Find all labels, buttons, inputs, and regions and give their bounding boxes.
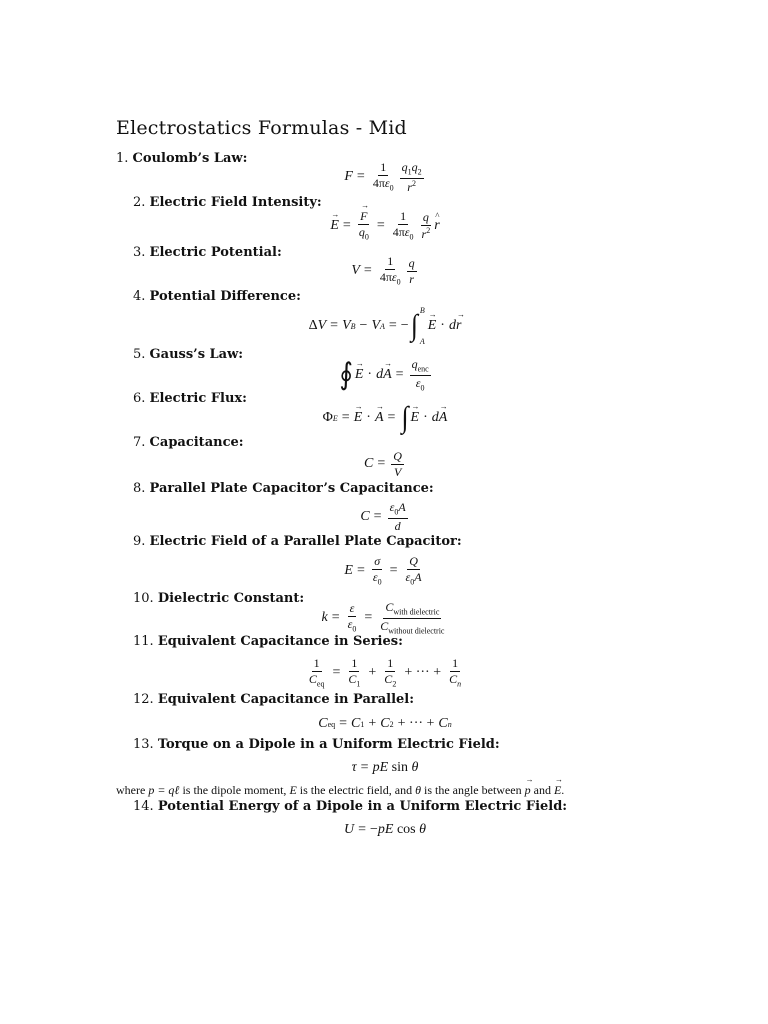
formula-heading-8 (133, 481, 434, 496)
formula-number: 11. (133, 634, 154, 649)
formula-heading-11 (133, 634, 403, 649)
formula-name: Potential Energy of a Dipole in a Uniform Electric Field: (157, 799, 568, 814)
field-intensity-equation: E → = $\frac{F \to}{q_0}$ = $\frac{1}{4\pi\varepsilon_0}$ $\frac{q}{r^2}$ r ^ (185, 209, 585, 243)
formula-name: Capacitance: (149, 435, 244, 450)
capacitance-equation: C = $\frac{Q}{V}$ (364, 448, 402, 479)
formula-name: Electric Potential: (149, 245, 282, 260)
coulomb-equation: F = $\frac{1}{4\pi\varepsilon_0}$ $\frac{q_1q_2}{r^2}$ (344, 159, 422, 194)
note-symbol: E → (554, 783, 561, 798)
formula-name: Electric Field Intensity: (149, 195, 322, 210)
formula-heading-12 (133, 692, 414, 707)
formula-name: Torque on a Dipole in a Uniform Electric Field: (157, 737, 500, 752)
note-period: . (561, 783, 565, 797)
note-symbol: θ (415, 783, 421, 797)
formula-name: Gauss’s Law: (149, 347, 244, 362)
parallel-plate-field-equation: E = $\frac{\sigma}{\varepsilon_0}$ = $\frac{Q}{\varepsilon_0A}$ (344, 554, 422, 587)
formula-number: 7. (133, 435, 146, 450)
formula-name: Electric Field of a Parallel Plate Capacitor: (149, 534, 462, 549)
formula-number: 5. (133, 347, 146, 362)
page-title: Electrostatics Formulas - Mid (116, 117, 407, 139)
note-text: and (533, 783, 551, 797)
note-text: where (116, 783, 146, 797)
potential-difference-equation: Δ V = V B − V A = − ∫ B A E → · d r → (185, 305, 585, 347)
formula-name: Parallel Plate Capacitor’s Capacitance: (149, 481, 434, 496)
potential-equation: V = $\frac{1}{4\pi\varepsilon_0}$ $\frac{q}{r}$ (351, 254, 415, 287)
formula-number: 12. (133, 692, 154, 707)
formula-name: Equivalent Capacitance in Series: (157, 634, 403, 649)
formula-number: 14. (133, 799, 154, 814)
series-capacitance-equation: $\frac{1}{C_{eq}}$ = $\frac{1}{C_1}$ + $\frac{1}{C_2}$ + ··· + $\frac{1}{C_n}$ (308, 656, 462, 689)
formula-number: 3. (133, 245, 146, 260)
formula-number: 2. (133, 195, 146, 210)
torque-equation: τ = pE sin θ (351, 760, 419, 775)
parallel-plate-capacitance-equation: C = $\frac{\varepsilon_0A}{d}$ (360, 500, 406, 534)
flux-equation: Φ E = E → · A → = ∫ E → · d A → (185, 401, 585, 435)
note-symbol: p = qℓ (148, 783, 180, 797)
note-text: is the electric field, and (299, 783, 413, 797)
dipole-energy-equation: U = − pE cos θ (343, 822, 427, 837)
formula-heading-14 (133, 799, 567, 814)
formula-number: 4. (133, 289, 146, 304)
dielectric-constant-equation: k = $\frac{\varepsilon}{\varepsilon_0}$ = $\frac{C_{with dielectric}}{C_{without dielectric}}$ (321, 599, 445, 635)
formula-number: 1. (116, 151, 129, 166)
formula-name: Dielectric Constant: (157, 591, 305, 606)
gauss-law-equation: ∮ E → · d A → = $\frac{q_{enc}}{\varepsilon_0}$ (185, 358, 585, 392)
formula-name: Coulomb’s Law: (132, 151, 248, 166)
formula-number: 13. (133, 737, 154, 752)
note-text: is the angle between (423, 783, 522, 797)
note-text: is the dipole moment, (182, 783, 287, 797)
note-symbol: p → (525, 783, 531, 798)
formula-heading-9 (133, 534, 462, 549)
formula-number: 10. (133, 591, 154, 606)
formula-number: 8. (133, 481, 146, 496)
formula-name: Electric Flux: (149, 391, 247, 406)
formula-name: Equivalent Capacitance in Parallel: (157, 692, 415, 707)
formula-name: Potential Difference: (149, 289, 301, 304)
formula-number: 9. (133, 534, 146, 549)
formula-heading-13 (133, 737, 500, 752)
note-symbol: E (289, 783, 297, 797)
formula-heading-2 (133, 195, 322, 210)
formula-heading-4 (133, 289, 301, 304)
parallel-capacitance-equation: C eq = C 1 + C 2 + ··· + C n (318, 716, 452, 731)
formula-number: 6. (133, 391, 146, 406)
dipole-note (116, 783, 564, 798)
